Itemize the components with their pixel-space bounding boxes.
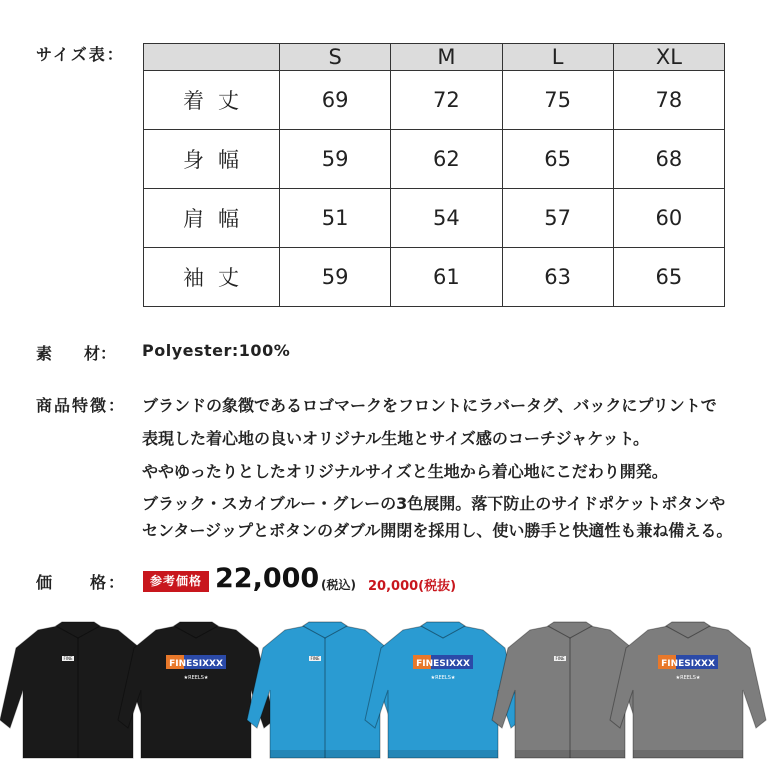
front-tag-text: FINE: [310, 656, 320, 661]
table-cell: 62: [391, 130, 502, 189]
back-sub-text: ★REELS★: [183, 675, 209, 681]
feature-line: ブラック・スカイブルー・グレーの3色展開。落下防止のサイドポケットボタンや: [142, 494, 726, 513]
jacket-black-back: [118, 622, 274, 758]
corner-cell: [144, 44, 280, 71]
row-header: 袖丈: [144, 248, 280, 307]
front-tag-text: FINE: [63, 656, 73, 661]
table-cell: 54: [391, 189, 502, 248]
table-cell: 61: [391, 248, 502, 307]
front-tag-text: FINE: [555, 656, 565, 661]
jacket-gray-back: [610, 622, 766, 758]
back-sub-text: ★REELS★: [675, 675, 701, 681]
feature-line: ややゆったりとしたオリジナルサイズと生地から着心地にこだわり開発。: [142, 462, 668, 481]
size-table: [143, 43, 725, 307]
table-cell: 68: [613, 130, 724, 189]
reference-price-badge: 参考価格: [143, 571, 209, 592]
material-label: 素 材：: [36, 344, 117, 363]
table-cell: 65: [502, 130, 613, 189]
material-value: Polyester:100%: [142, 341, 291, 360]
row-header: 身幅: [144, 130, 280, 189]
row-header: 肩幅: [144, 189, 280, 248]
features-label: 商品特徴：: [36, 396, 127, 415]
table-cell: 51: [280, 189, 391, 248]
price-amount: 22,000: [215, 563, 320, 594]
table-cell: 72: [391, 71, 502, 130]
size-table-label: サイズ表：: [36, 45, 125, 64]
tax-included-note: (税込): [321, 578, 356, 592]
table-cell: 69: [280, 71, 391, 130]
table-cell: 59: [280, 248, 391, 307]
table-row: [144, 130, 725, 189]
back-logo-text: FINESIXXX: [416, 659, 470, 669]
jacket-sky-blue-back: [365, 622, 521, 758]
table-cell: 57: [502, 189, 613, 248]
back-logo-text: FINESIXXX: [169, 659, 223, 669]
back-logo-text: FINESIXXX: [661, 659, 715, 669]
table-cell: 60: [613, 189, 724, 248]
jacket-photo-strip: [0, 610, 768, 768]
feature-line: 表現した着心地の良いオリジナル生地とサイズ感のコーチジャケット。: [142, 429, 650, 448]
table-cell: 78: [613, 71, 724, 130]
feature-line: センタージップとボタンのダブル開閉を採用し、使い勝手と快適性も兼ね備える。: [142, 521, 733, 540]
table-row: [144, 71, 725, 130]
table-row: [144, 248, 725, 307]
size-header: M: [391, 44, 502, 71]
size-header: XL: [613, 44, 724, 71]
table-cell: 63: [502, 248, 613, 307]
tax-excluded-price: 20,000(税抜): [368, 579, 457, 594]
price-label: 価 格：: [36, 573, 127, 592]
table-cell: 59: [280, 130, 391, 189]
table-cell: 65: [613, 248, 724, 307]
table-cell: 75: [502, 71, 613, 130]
size-header: L: [502, 44, 613, 71]
table-row: [144, 189, 725, 248]
size-header-row: [144, 44, 725, 71]
feature-line: ブランドの象徴であるロゴマークをフロントにラバータグ、バックにプリントで: [142, 396, 717, 415]
row-header: 着丈: [144, 71, 280, 130]
size-header: S: [280, 44, 391, 71]
back-sub-text: ★REELS★: [430, 675, 456, 681]
